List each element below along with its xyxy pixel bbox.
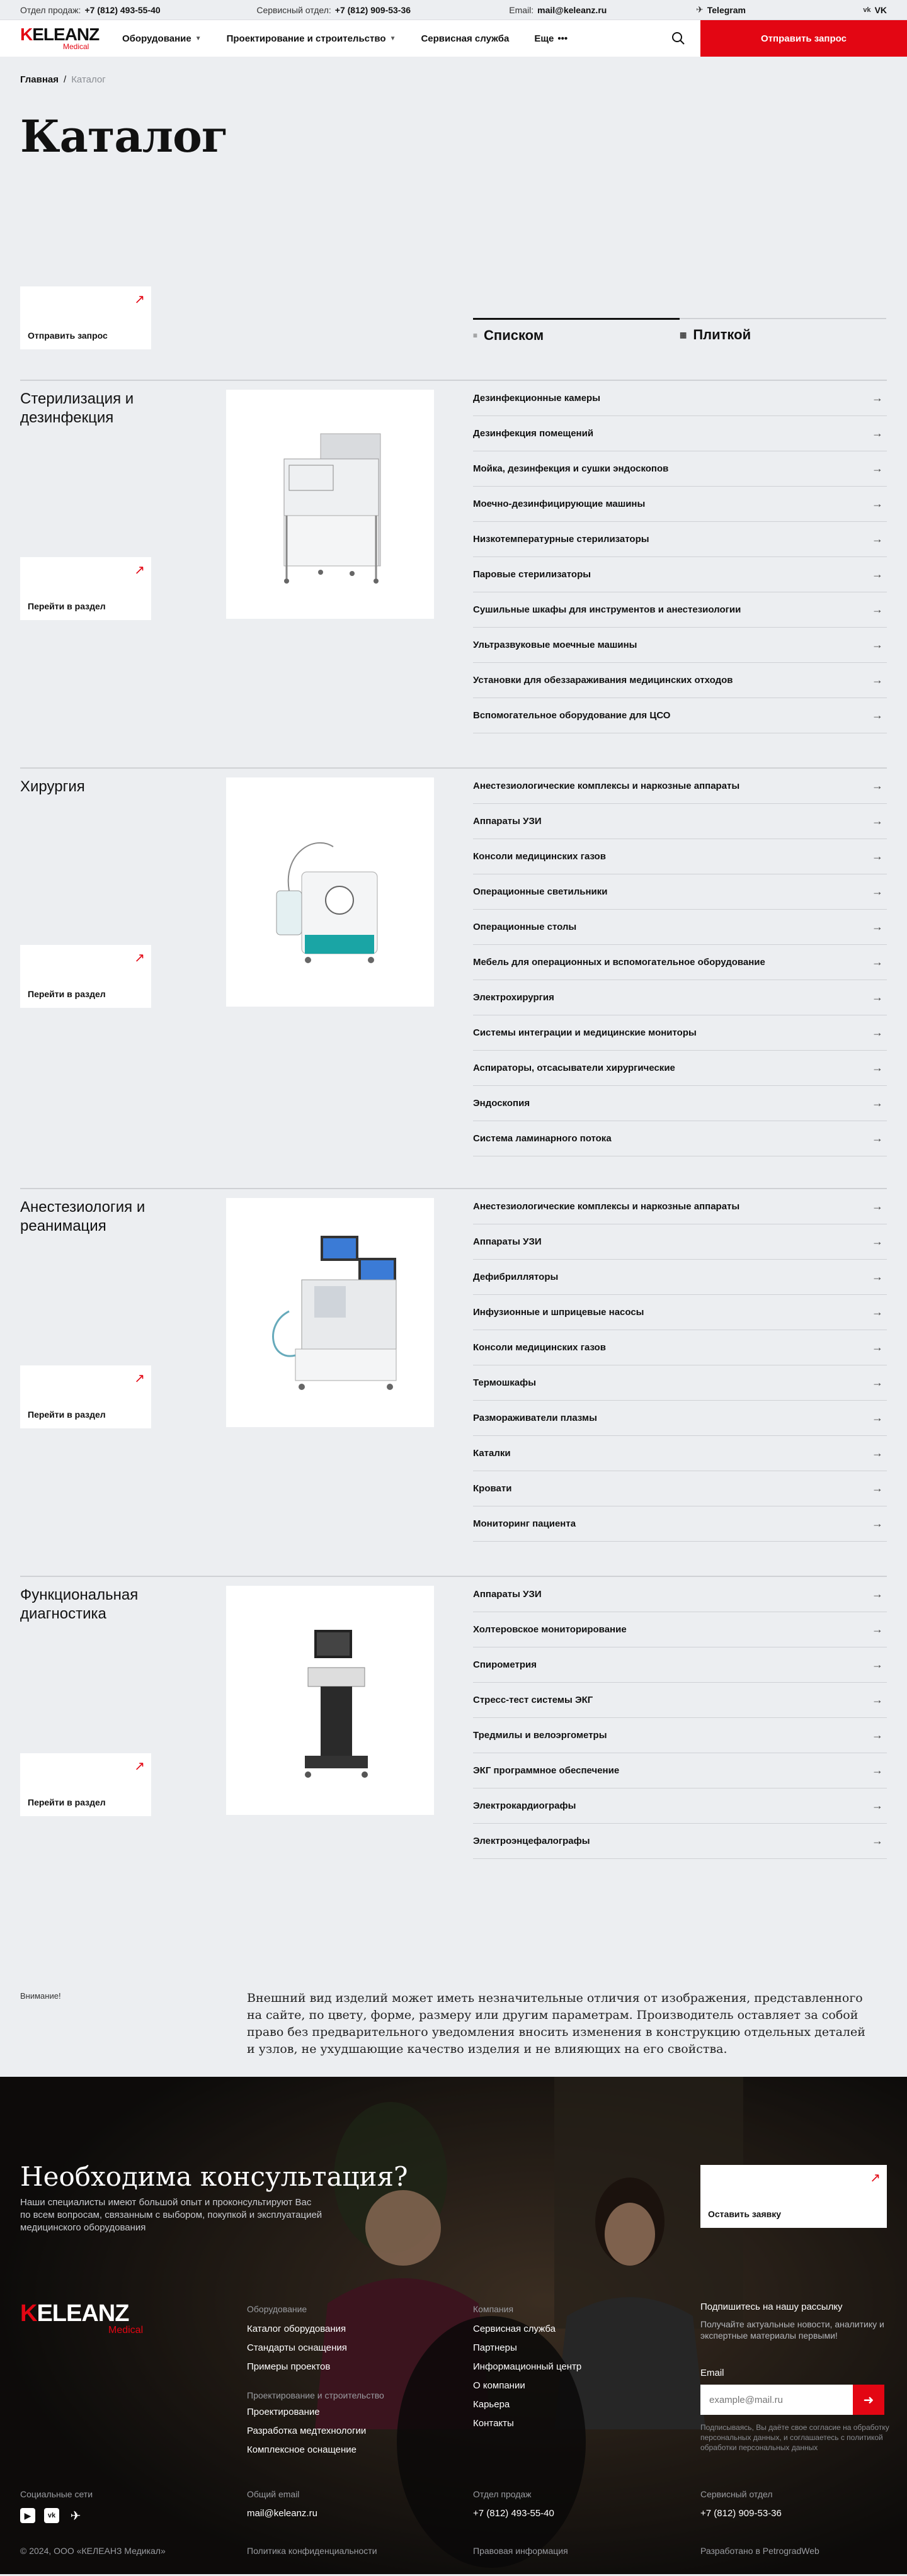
arrow-right-icon: → bbox=[872, 1447, 883, 1459]
logo-wordmark: KELEANZ bbox=[20, 25, 100, 44]
arrow-up-right-icon: ↗ bbox=[134, 293, 145, 307]
chevron-down-icon: ▼ bbox=[195, 35, 202, 42]
category-link[interactable]: Кровати → bbox=[473, 1471, 887, 1506]
category-link[interactable]: Операционные светильники → bbox=[473, 874, 887, 910]
catalog-sections bbox=[0, 380, 907, 1966]
arrow-right-icon: → bbox=[872, 497, 883, 510]
category-link[interactable]: Ультразвуковые моечные машины → bbox=[473, 628, 887, 663]
arrow-right-icon: → bbox=[872, 815, 883, 827]
telegram-icon: ✈ bbox=[696, 4, 704, 14]
nav-item-more[interactable]: Еще ••• bbox=[534, 33, 568, 44]
footer-link[interactable]: Сервисная служба bbox=[473, 2324, 556, 2334]
arrow-right-icon: → bbox=[872, 1026, 883, 1039]
send-request-button[interactable]: Отправить запрос bbox=[700, 20, 907, 57]
arrow-up-right-icon: ↗ bbox=[134, 1372, 145, 1386]
section-image-anesthesia-machine bbox=[226, 1198, 434, 1427]
sales-phone[interactable]: +7 (812) 493-55-40 bbox=[84, 4, 161, 15]
go-to-section-card[interactable]: ↗ Перейти в раздел bbox=[20, 1365, 151, 1428]
vk-link[interactable] bbox=[863, 5, 887, 15]
arrow-right-icon: → bbox=[872, 1834, 883, 1847]
catalog-toolbar bbox=[0, 286, 907, 380]
arrow-right-icon: → bbox=[872, 920, 883, 933]
developer-link[interactable]: Разработано в PetrogradWeb bbox=[700, 2546, 819, 2556]
view-list-tab[interactable]: ≡ Списком bbox=[473, 318, 680, 351]
footer-link[interactable]: О компании bbox=[473, 2380, 525, 2391]
footer-link[interactable]: Разработка медтехнологии bbox=[247, 2426, 367, 2436]
arrow-right-icon: → bbox=[872, 1270, 883, 1283]
section-title[interactable]: Хирургия bbox=[20, 778, 85, 795]
category-link[interactable]: Анестезиологические комплексы и наркозные аппараты → bbox=[473, 769, 887, 804]
nav-item-service[interactable]: Сервисная служба bbox=[421, 33, 510, 44]
email-link[interactable]: mail@keleanz.ru bbox=[537, 4, 607, 15]
breadcrumb-separator: / bbox=[64, 74, 67, 85]
newsletter-submit-button[interactable] bbox=[853, 2385, 884, 2415]
tiles-icon: ▦ bbox=[680, 330, 687, 339]
arrow-right-icon: → bbox=[872, 1482, 883, 1494]
category-link[interactable]: Размораживатели плазмы → bbox=[473, 1401, 887, 1436]
arrow-right-icon: → bbox=[872, 638, 883, 651]
footer-link[interactable]: Информационный центр bbox=[473, 2361, 582, 2372]
footer-link[interactable]: Примеры проектов bbox=[247, 2361, 331, 2372]
breadcrumb-home[interactable]: Главная bbox=[20, 74, 59, 85]
arrow-right-icon: → bbox=[872, 462, 883, 475]
arrow-right-icon: → bbox=[872, 674, 883, 686]
sales-block: Отдел продаж +7 (812) 493-55-40 bbox=[473, 2489, 554, 2519]
category-link[interactable]: Установки для обеззараживания медицинских отходов → bbox=[473, 663, 887, 698]
category-link[interactable]: Спирометрия → bbox=[473, 1647, 887, 1683]
footer-link[interactable]: Проектирование bbox=[247, 2407, 320, 2417]
section-title[interactable]: Анестезиология и реанимация bbox=[20, 1199, 145, 1234]
search-button[interactable] bbox=[656, 20, 700, 57]
catalog-section-anesthesiology bbox=[20, 1188, 887, 1576]
social-block: Социальные сети ▶ vk ✈ bbox=[20, 2489, 93, 2523]
vk-icon[interactable]: vk bbox=[44, 2508, 59, 2523]
category-link[interactable]: Термошкафы → bbox=[473, 1365, 887, 1401]
go-to-section-card[interactable]: ↗ Перейти в раздел bbox=[20, 945, 151, 1008]
telegram-link[interactable] bbox=[696, 4, 863, 15]
arrow-right-icon: → bbox=[872, 1306, 883, 1318]
category-link[interactable]: Холтеровское мониторирование → bbox=[473, 1612, 887, 1647]
service-block: Сервисный отдел +7 (812) 909-53-36 bbox=[700, 2489, 782, 2519]
arrow-right-icon: → bbox=[872, 1132, 883, 1144]
main-nav bbox=[122, 20, 593, 57]
category-link[interactable]: Консоли медицинских газов → bbox=[473, 839, 887, 874]
footer-col-company: Компания Сервисная служба Партнеры Информационный центр О компании Карьера Контакты bbox=[473, 2302, 581, 2433]
arrow-right-icon: → bbox=[872, 1729, 883, 1741]
view-switcher bbox=[473, 318, 886, 351]
arrow-right-icon: → bbox=[872, 1235, 883, 1248]
category-link[interactable]: Вспомогательное оборудование для ЦСО → bbox=[473, 698, 887, 733]
arrow-up-right-icon: ↗ bbox=[134, 1760, 145, 1773]
category-list bbox=[473, 1577, 887, 1859]
category-link[interactable]: Аппараты УЗИ → bbox=[473, 804, 887, 839]
newsletter-email-input[interactable] bbox=[700, 2385, 853, 2415]
arrow-right-icon: → bbox=[872, 850, 883, 862]
catalog-section-diagnostics bbox=[20, 1576, 887, 1966]
consultation-desc: Наши специалисты имеют большой опыт и проконсультируют Вас по всем вопросам, связанным с выбором, покупкой и эксплуатацией медицинского оборудования bbox=[20, 2197, 322, 2233]
logo-subtitle: Medical bbox=[108, 2325, 144, 2336]
arrow-right-icon: → bbox=[872, 1693, 883, 1706]
sales-label: Отдел продаж: bbox=[20, 4, 81, 15]
category-link[interactable]: Моечно-дезинфицирующие машины → bbox=[473, 487, 887, 522]
catalog-section-surgery bbox=[20, 767, 887, 1188]
go-to-section-card[interactable]: ↗ Перейти в раздел bbox=[20, 557, 151, 620]
arrow-right-icon: → bbox=[872, 1623, 883, 1635]
section-image-sterilizer bbox=[226, 390, 434, 619]
arrow-right-icon: → bbox=[872, 1588, 883, 1600]
go-to-section-card[interactable]: ↗ Перейти в раздел bbox=[20, 1753, 151, 1816]
footer-link[interactable]: Карьера bbox=[473, 2399, 510, 2410]
arrow-right-icon: → bbox=[872, 1658, 883, 1671]
service-phone[interactable]: +7 (812) 909-53-36 bbox=[334, 4, 411, 15]
general-email-link[interactable]: mail@keleanz.ru bbox=[247, 2508, 317, 2519]
consultation-title: Необходима консультация? bbox=[20, 2161, 408, 2192]
category-link[interactable]: Аспираторы, отсасыватели хирургические → bbox=[473, 1051, 887, 1086]
arrow-right-icon: → bbox=[872, 991, 883, 1003]
arrow-right-icon: → bbox=[872, 1376, 883, 1389]
newsletter-form: Подпишитесь на нашу рассылку Получайте актуальные новости, аналитику и экспертные материалы первыми! Email example@mail.ru ➜ Подписываясь, Вы даёте свое согласие на обработку персональных данных, и соглашаетесь с политикой обработки персональных данных bbox=[700, 2302, 889, 2453]
category-link[interactable]: Аппараты УЗИ → bbox=[473, 1577, 887, 1612]
category-list bbox=[473, 381, 887, 733]
arrow-right-icon: → bbox=[872, 779, 883, 792]
footer-logo[interactable] bbox=[20, 2300, 143, 2336]
telegram-icon[interactable]: ✈ bbox=[70, 2509, 81, 2523]
category-link[interactable]: Тредмилы и велоэргометры → bbox=[473, 1718, 887, 1753]
category-link[interactable]: Каталки → bbox=[473, 1436, 887, 1471]
arrow-right-icon: → bbox=[872, 1341, 883, 1353]
category-link[interactable]: Электроэнцефалографы → bbox=[473, 1824, 887, 1859]
sales-phone-link[interactable]: +7 (812) 493-55-40 bbox=[473, 2508, 554, 2519]
category-link[interactable]: Мониторинг пациента → bbox=[473, 1506, 887, 1542]
category-link[interactable]: Дефибрилляторы → bbox=[473, 1260, 887, 1295]
category-link[interactable]: ЭКГ программное обеспечение → bbox=[473, 1753, 887, 1788]
footer-link[interactable]: Партнеры bbox=[473, 2342, 517, 2353]
arrow-right-icon: → bbox=[872, 1061, 883, 1074]
category-link[interactable]: Электрохирургия → bbox=[473, 980, 887, 1015]
category-link[interactable]: Мойка, дезинфекция и сушки эндоскопов → bbox=[473, 451, 887, 487]
category-link[interactable]: Сушильные шкафы для инструментов и анестезиологии → bbox=[473, 592, 887, 628]
category-link[interactable]: Системы интеграции и медицинские мониторы → bbox=[473, 1015, 887, 1051]
privacy-policy-link[interactable]: Политика конфиденциальности bbox=[247, 2546, 377, 2556]
youtube-icon[interactable]: ▶ bbox=[20, 2508, 35, 2523]
arrow-right-icon: → bbox=[872, 1097, 883, 1109]
arrow-right-icon: → bbox=[872, 392, 883, 404]
catalog-section-sterilization bbox=[20, 380, 887, 767]
logo-subtitle: Medical bbox=[63, 42, 89, 51]
logo[interactable] bbox=[20, 20, 100, 57]
vk-icon: vk bbox=[863, 6, 871, 14]
footer bbox=[0, 2077, 907, 2574]
email-label: Email: bbox=[509, 4, 534, 15]
general-email-block: Общий email mail@keleanz.ru bbox=[247, 2489, 317, 2519]
logo-wordmark: KELEANZ bbox=[20, 2300, 129, 2327]
category-link[interactable]: Аппараты УЗИ → bbox=[473, 1224, 887, 1260]
nav-item-design[interactable]: Проектирование и строительство ▼ bbox=[226, 33, 396, 44]
email-contact[interactable] bbox=[509, 5, 696, 15]
arrow-right-icon: → bbox=[872, 1517, 883, 1530]
notice-block bbox=[0, 1966, 907, 2077]
category-link[interactable]: Дезинфекция помещений → bbox=[473, 416, 887, 451]
category-link[interactable]: Паровые стерилизаторы → bbox=[473, 557, 887, 592]
sales-contact[interactable] bbox=[20, 5, 256, 15]
category-link[interactable]: Дезинфекционные камеры → bbox=[473, 381, 887, 416]
category-list bbox=[473, 1189, 887, 1542]
category-link[interactable]: Анестезиологические комплексы и наркозные аппараты → bbox=[473, 1189, 887, 1224]
footer-link[interactable]: Стандарты оснащения bbox=[247, 2342, 347, 2353]
page-title: Каталог bbox=[20, 110, 228, 162]
list-icon: ≡ bbox=[473, 330, 478, 340]
category-list bbox=[473, 769, 887, 1156]
arrow-right-icon: → bbox=[872, 568, 883, 580]
arrow-right-icon: → bbox=[872, 1799, 883, 1812]
arrow-right-icon: → bbox=[872, 885, 883, 898]
category-link[interactable]: Инфузионные и шприцевые насосы → bbox=[473, 1295, 887, 1330]
legal-info-link[interactable]: Правовая информация bbox=[473, 2546, 568, 2556]
view-tiles-tab[interactable]: ▦ Плиткой bbox=[680, 318, 886, 351]
arrow-right-icon: → bbox=[872, 1411, 883, 1424]
breadcrumb-current: Каталог bbox=[71, 74, 106, 85]
arrow-right-icon: → bbox=[872, 1764, 883, 1777]
send-request-card[interactable]: ↗ Отправить запрос bbox=[20, 286, 151, 349]
arrow-up-right-icon: ↗ bbox=[870, 2171, 881, 2185]
arrow-up-right-icon: ↗ bbox=[134, 563, 145, 577]
category-link[interactable]: Стресс-тест системы ЭКГ → bbox=[473, 1683, 887, 1718]
arrow-right-icon: → bbox=[872, 427, 883, 439]
arrow-right-icon: → bbox=[872, 709, 883, 721]
arrow-right-icon: ➜ bbox=[863, 2393, 874, 2407]
section-title[interactable]: Функциональная диагностика bbox=[20, 1586, 139, 1622]
vk-label: VK bbox=[874, 4, 887, 15]
chevron-down-icon: ▼ bbox=[389, 35, 396, 42]
category-link[interactable]: Электрокардиографы → bbox=[473, 1788, 887, 1824]
arrow-right-icon: → bbox=[872, 956, 883, 968]
footer-col-equipment: Оборудование Каталог оборудования Стандарты оснащения Примеры проектов Проектирование и строительство Проектирование Разработка медтехнологии Комплексное оснащение bbox=[247, 2302, 384, 2460]
category-link[interactable]: Операционные столы → bbox=[473, 910, 887, 945]
category-link[interactable]: Консоли медицинских газов → bbox=[473, 1330, 887, 1365]
notice-label: Внимание! bbox=[20, 1991, 61, 2001]
section-title[interactable]: Стерилизация и дезинфекция bbox=[20, 390, 134, 426]
breadcrumb bbox=[0, 57, 907, 85]
more-dots-icon: ••• bbox=[557, 33, 568, 44]
service-label: Сервисный отдел: bbox=[256, 4, 331, 15]
search-icon bbox=[671, 31, 685, 45]
copyright: © 2024, ООО «КЕЛЕАНЗ Медикал» bbox=[20, 2546, 166, 2556]
arrow-right-icon: → bbox=[872, 533, 883, 545]
section-image-aspirator bbox=[226, 777, 434, 1007]
category-link[interactable]: Низкотемпературные стерилизаторы → bbox=[473, 522, 887, 557]
notice-text: Внешний вид изделий может иметь незначительные отличия от изображения, представленного на сайте, по цвету, форме, размеру или другим параметрам. Производитель оставляет за собой право без предварительного уведомления вносить изменения в конструкцию отдельных деталей и узлов, не ухудшающие качество изделия и не влияющих на его свойства. bbox=[247, 1991, 865, 2056]
telegram-label: Telegram bbox=[707, 4, 746, 15]
arrow-right-icon: → bbox=[872, 603, 883, 616]
nav-item-equipment[interactable]: Оборудование ▼ bbox=[122, 33, 202, 44]
category-link[interactable]: Система ламинарного потока → bbox=[473, 1121, 887, 1156]
service-contact[interactable] bbox=[256, 5, 509, 15]
footer-link[interactable]: Комплексное оснащение bbox=[247, 2444, 357, 2455]
main-header bbox=[0, 20, 907, 57]
arrow-up-right-icon: ↗ bbox=[134, 951, 145, 965]
service-phone-link[interactable]: +7 (812) 909-53-36 bbox=[700, 2508, 782, 2519]
category-link[interactable]: Эндоскопия → bbox=[473, 1086, 887, 1121]
footer-link[interactable]: Каталог оборудования bbox=[247, 2324, 346, 2334]
top-contact-bar bbox=[0, 0, 907, 20]
footer-link[interactable]: Контакты bbox=[473, 2418, 514, 2429]
leave-request-card[interactable]: ↗ Оставить заявку bbox=[700, 2165, 887, 2228]
category-link[interactable]: Мебель для операционных и вспомогательное оборудование → bbox=[473, 945, 887, 980]
section-image-ultrasound bbox=[226, 1586, 434, 1815]
arrow-right-icon: → bbox=[872, 1200, 883, 1212]
